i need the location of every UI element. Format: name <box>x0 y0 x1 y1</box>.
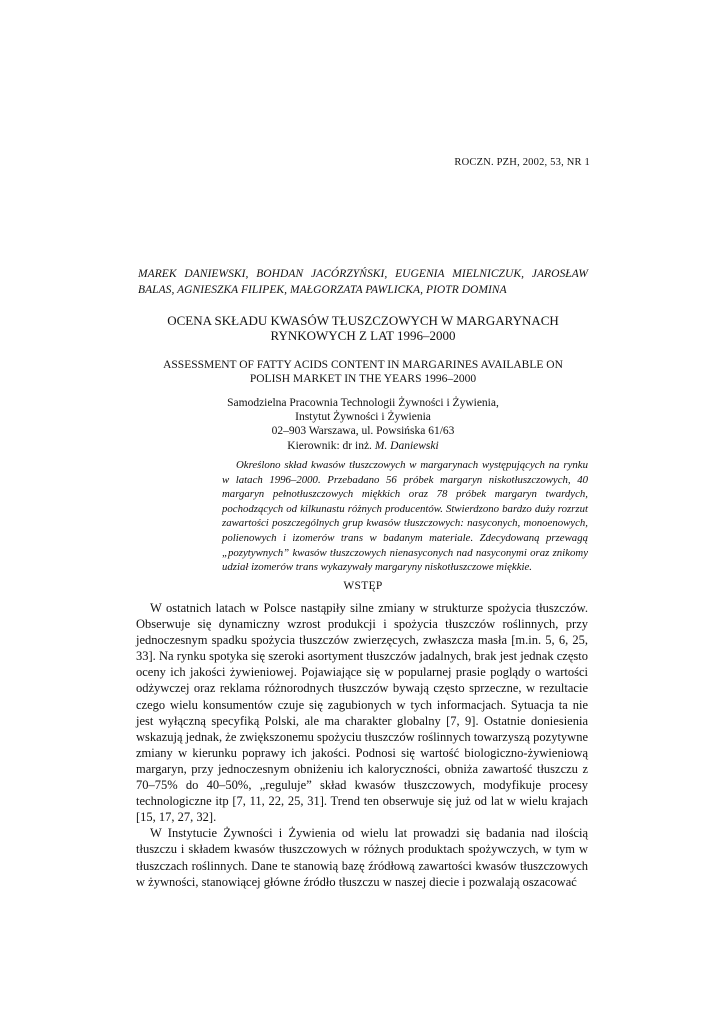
affiliation-chief-name: M. Daniewski <box>374 439 439 452</box>
section-heading-introduction: WSTĘP <box>343 580 383 592</box>
affiliation-address: 02–903 Warszawa, ul. Powsińska 61/63 <box>271 425 455 438</box>
paper-title-english <box>138 358 588 386</box>
affiliation-chief-label: Kierownik: dr inż. <box>287 439 372 452</box>
paper-title-polish <box>138 313 588 343</box>
affiliation-institute: Instytut Żywności i Żywienia <box>295 411 431 424</box>
abstract: Określono skład kwasów tłuszczowych w margarynach występujących na rynku w latach 1996–2000. Przebadano 56 próbek margaryn niskotłuszczowych, 40 margaryn pełnotłuszczowych miękkich oraz 78 próbek margaryn twardych, pochodzących od kilkunastu różnych producentów. Stwierdzono bardzo duży rozrzut zawartości poszczególnych grup kwasów tłuszczowych: nasyconych, monoenowych, polienowych i izomerów trans w badanym materiale. Zdecydowaną przewagą „pozytywnych” kwasów tłuszczowych nienasyconych nad nasyconymi oraz znikomy udział izomerów trans wykazywały margaryny niskotłuszczowe miękkie. <box>222 459 588 574</box>
body-paragraph: W Instytucie Żywności i Żywienia od wielu lat prowadzi się badania nad ilością tłuszczu i składem kwasów tłuszczowych w różnych produktach spożywczych, w tym w tłuszczach roślinnych. Dane te stanowią bazę źródłową zawartości kwasów tłuszczowych w żywności, stanowiącej główne źródło tłuszczu w naszej diecie i pozwalają oszacować <box>136 826 588 889</box>
body-paragraph: W ostatnich latach w Polsce nastąpiły silne zmiany w strukturze spożycia tłuszczów. Obserwuje się dynamiczny wzrost produkcji i spożycia tłuszczów roślinnych, przy jednoczesnym spadku spożycia tłuszczów zwierzęcych, zwłaszcza masła [m.in. 5, 6, 25, 33]. Na rynku spotyka się szeroki asortyment tłuszczów jadalnych, brak jest jednak często oceny ich jakości żywieniowej. Pojawiające się w popularnej prasie poglądy o wartości odżywczej oraz reklama różnorodnych tłuszczów bywają często sprzeczne, w rezultacie czego wielu konsumentów czuje się zagubionych w tych informacjach. Sytuacja ta nie jest wyłączną specyfiką Polski, ale ma charakter globalny [7, 9]. Ostatnie doniesienia wskazują jednak, że zwiększonemu spożyciu tłuszczów roślinnych towarzyszą pozytywne zmiany w kierunku poprawy ich jakości. Podnosi się wartość biologiczno-żywieniową margaryn, przy jednoczesnym obniżeniu ich kaloryczności, obniża zawartość tłuszczu z 70–75% do 40–50%, „reguluje” skład kwasów tłuszczowych, modyfikuje procesy technologiczne itp [7, 11, 22, 25, 31]. Trend ten obserwuje się już od lat w wielu krajach [15, 17, 27, 32]. <box>136 601 588 825</box>
paper-title-polish-line: RYNKOWYCH Z LAT 1996–2000 <box>270 328 456 343</box>
affiliation-unit: Samodzielna Pracownia Technologii Żywności i Żywienia, <box>227 397 499 409</box>
affiliation <box>138 396 588 453</box>
paper-title-polish-line: OCENA SKŁADU KWASÓW TŁUSZCZOWYCH W MARGARYNACH <box>167 313 559 328</box>
paper-title-english-line: POLISH MARKET IN THE YEARS 1996–2000 <box>249 373 477 385</box>
author-list: MAREK DANIEWSKI, BOHDAN JACÓRZYŃSKI, EUGENIA MIELNICZUK, JAROSŁAW BALAS, AGNIESZKA FILIPEK, MAŁGORZATA PAWLICKA, PIOTR DOMINA <box>138 268 588 296</box>
affiliation-chief <box>138 439 588 453</box>
paper-title-english-line: ASSESSMENT OF FATTY ACIDS CONTENT IN MARGARINES AVAILABLE ON <box>163 359 563 371</box>
journal-reference: ROCZN. PZH, 2002, 53, NR 1 <box>454 157 590 168</box>
body-text <box>136 600 588 890</box>
